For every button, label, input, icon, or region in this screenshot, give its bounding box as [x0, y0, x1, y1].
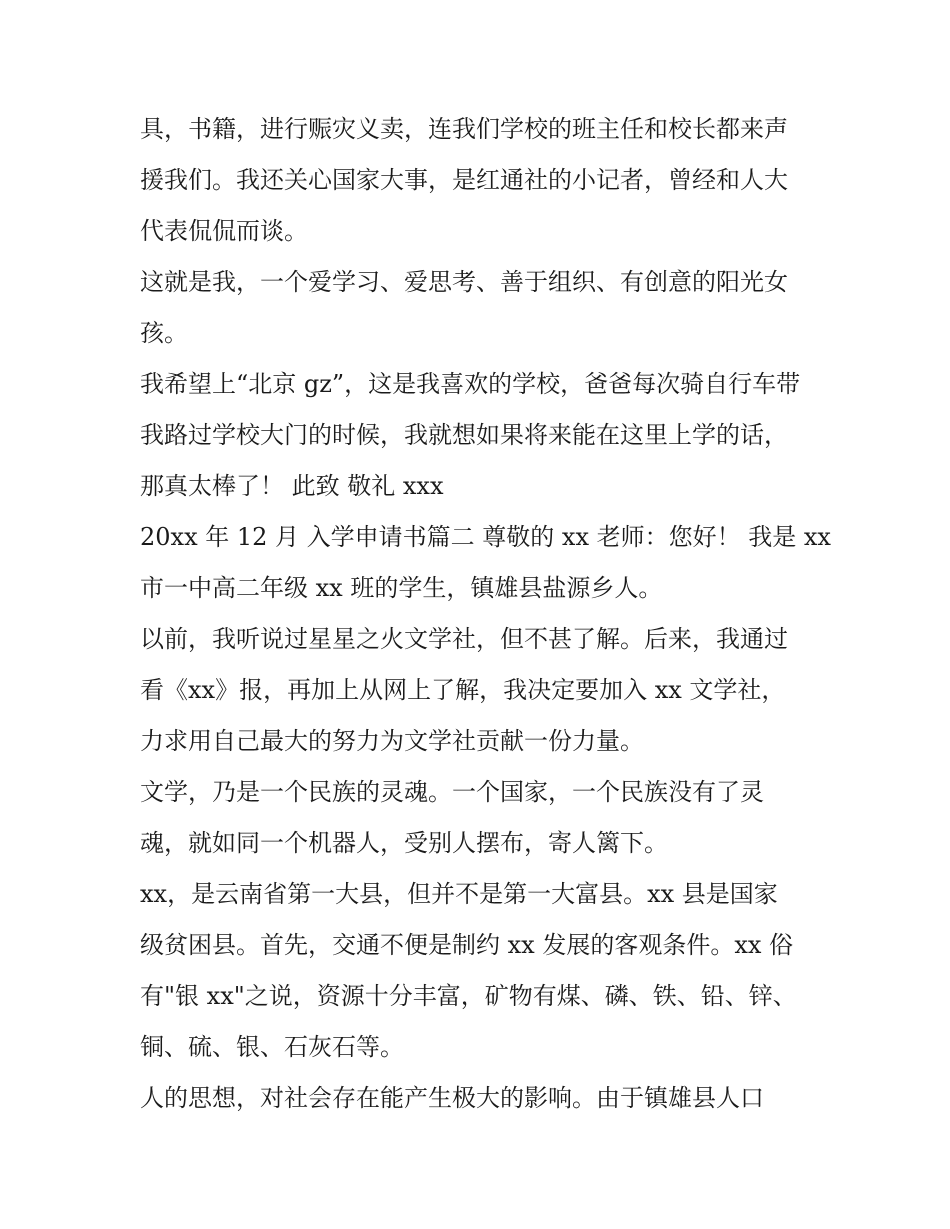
text-line: 具，书籍，进行赈灾义卖，连我们学校的班主任和校长都来声	[140, 115, 788, 143]
text-line: 看《xx》报，再加上从网上了解，我决定要加入 xx 文学社，	[140, 676, 786, 704]
paragraph-3	[140, 359, 820, 512]
text-line: 孩。	[140, 319, 188, 347]
paragraph-8	[140, 1073, 820, 1124]
paragraph-6	[140, 767, 820, 869]
paragraph-7	[140, 869, 820, 1073]
paragraph-4	[140, 512, 831, 614]
text-line: 级贫困县。首先，交通不便是制约 xx 发展的客观条件。xx 俗	[140, 931, 794, 959]
text-line: 人的思想，对社会存在能产生极大的影响。由于镇雄县人口	[140, 1084, 764, 1112]
text-line: 铜、硫、银、石灰石等。	[140, 1033, 404, 1061]
text-line: 市一中高二年级 xx 班的学生，镇雄县盐源乡人。	[140, 574, 663, 602]
text-line: 有"银 xx"之说，资源十分丰富，矿物有煤、磷、铁、铅、锌、	[140, 982, 797, 1010]
text-line: 我希望上“北京 gz”，这是我喜欢的学校，爸爸每次骑自行车带	[140, 370, 801, 398]
text-line: 那真太棒了！ 此致 敬礼 xxx	[140, 472, 444, 500]
paragraph-5	[140, 614, 820, 767]
text-line: 援我们。我还关心国家大事，是红通社的小记者，曾经和人大	[140, 166, 788, 194]
text-line: 力求用自己最大的努力为文学社贡献一份力量。	[140, 727, 644, 755]
text-line: 我路过学校大门的时候，我就想如果将来能在这里上学的话，	[140, 421, 788, 449]
text-line: 代表侃侃而谈。	[140, 217, 308, 245]
text-line: 以前，我听说过星星之火文学社，但不甚了解。后来，我通过	[140, 625, 788, 653]
text-line: 文学，乃是一个民族的灵魂。一个国家，一个民族没有了灵	[140, 778, 764, 806]
text-line: 20xx 年 12 月 入学申请书篇二 尊敬的 xx 老师：您好！ 我是 xx	[140, 523, 831, 551]
paragraph-2	[140, 257, 820, 359]
document-body	[140, 104, 831, 1124]
text-line: xx，是云南省第一大县，但并不是第一大富县。xx 县是国家	[140, 880, 778, 908]
text-line: 魂，就如同一个机器人，受别人摆布，寄人篱下。	[140, 829, 668, 857]
paragraph-1	[140, 104, 820, 257]
text-line: 这就是我，一个爱学习、爱思考、善于组织、有创意的阳光女	[140, 268, 788, 296]
